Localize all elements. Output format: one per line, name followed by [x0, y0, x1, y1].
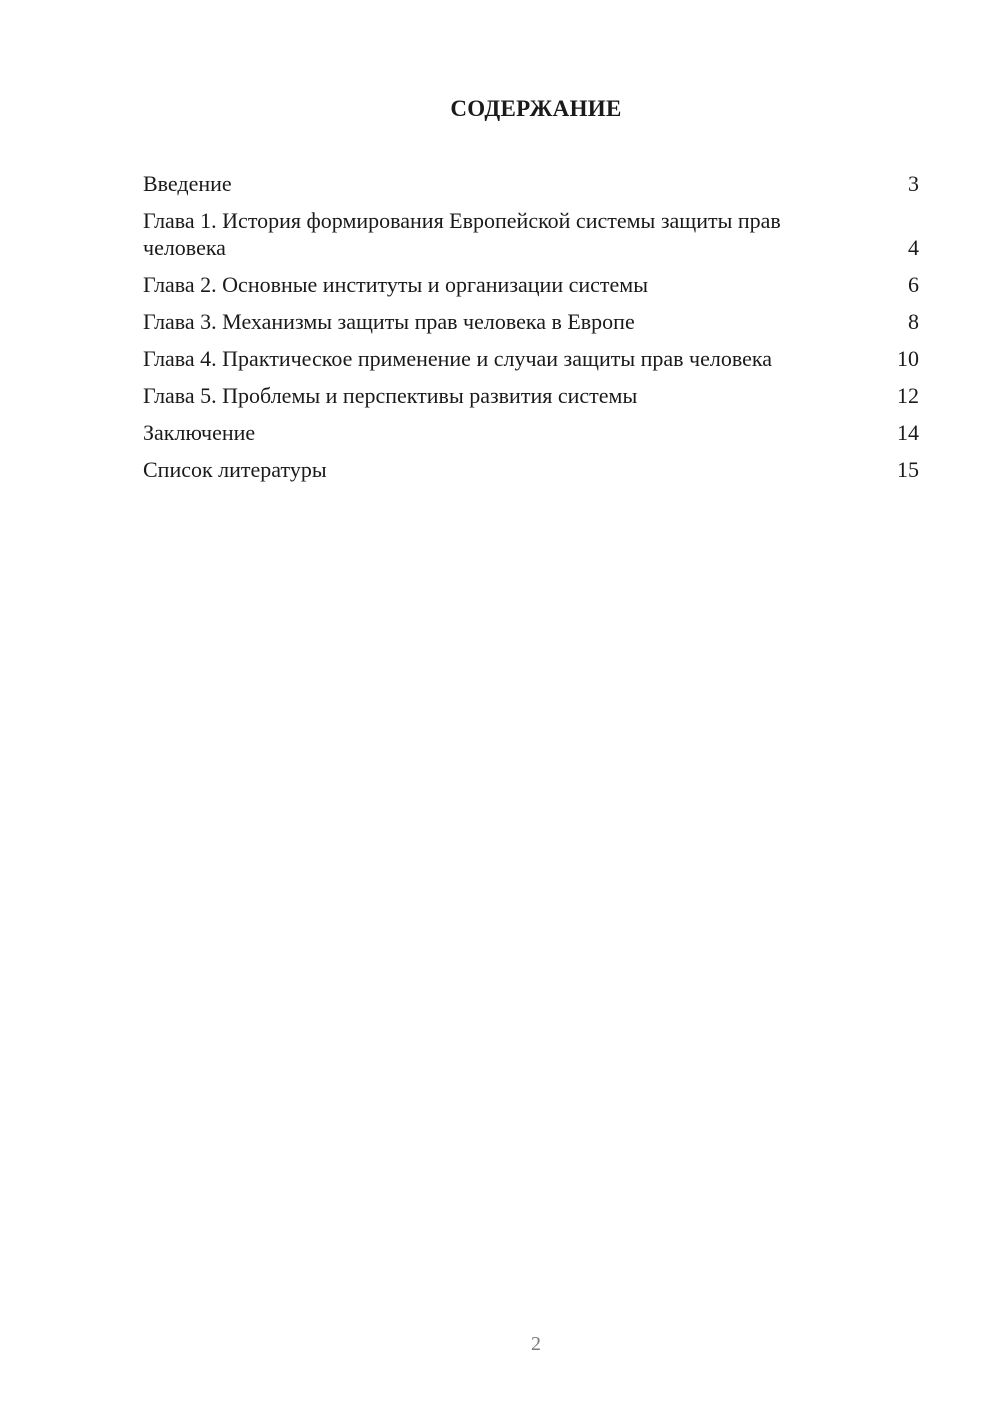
toc-entry-chapter-2: [143, 271, 919, 298]
toc-entry-page: 3: [908, 171, 919, 196]
page-title: СОДЕРЖАНИЕ: [450, 96, 622, 121]
toc-entry-page: 14: [897, 420, 919, 445]
toc-entry-chapter-3: [143, 308, 919, 335]
toc-entry-title: Список литературы: [143, 457, 327, 482]
toc-entry-title: Заключение: [143, 420, 256, 445]
toc-entry-title: Глава 5. Проблемы и перспективы развития системы: [143, 383, 638, 408]
toc-entry-references: [143, 456, 919, 483]
page-number: 2: [531, 1333, 541, 1355]
toc-entry-page: 6: [908, 272, 919, 297]
toc-entry-page: 4: [908, 235, 919, 260]
toc-entry-title: Глава 3. Механизмы защиты прав человека в Европе: [143, 309, 635, 334]
toc-entry-chapter-5: [143, 382, 919, 409]
table-of-contents: [143, 170, 919, 493]
toc-entry-title: Введение: [143, 171, 232, 196]
toc-entry-title: Глава 2. Основные институты и организации системы: [143, 272, 648, 297]
toc-entry-page: 10: [897, 346, 919, 371]
toc-entry-page: 12: [897, 383, 919, 408]
toc-entry-page: 15: [897, 457, 919, 482]
toc-entry-title: Глава 1. История формирования Европейской системы защиты прав человека: [143, 208, 781, 260]
toc-entry-introduction: [143, 170, 919, 197]
toc-entry-chapter-1: [143, 207, 919, 261]
toc-entry-title: Глава 4. Практическое применение и случаи защиты прав человека: [143, 346, 772, 371]
toc-entry-page: 8: [908, 309, 919, 334]
toc-entry-chapter-4: [143, 345, 919, 372]
toc-entry-conclusion: [143, 419, 919, 446]
